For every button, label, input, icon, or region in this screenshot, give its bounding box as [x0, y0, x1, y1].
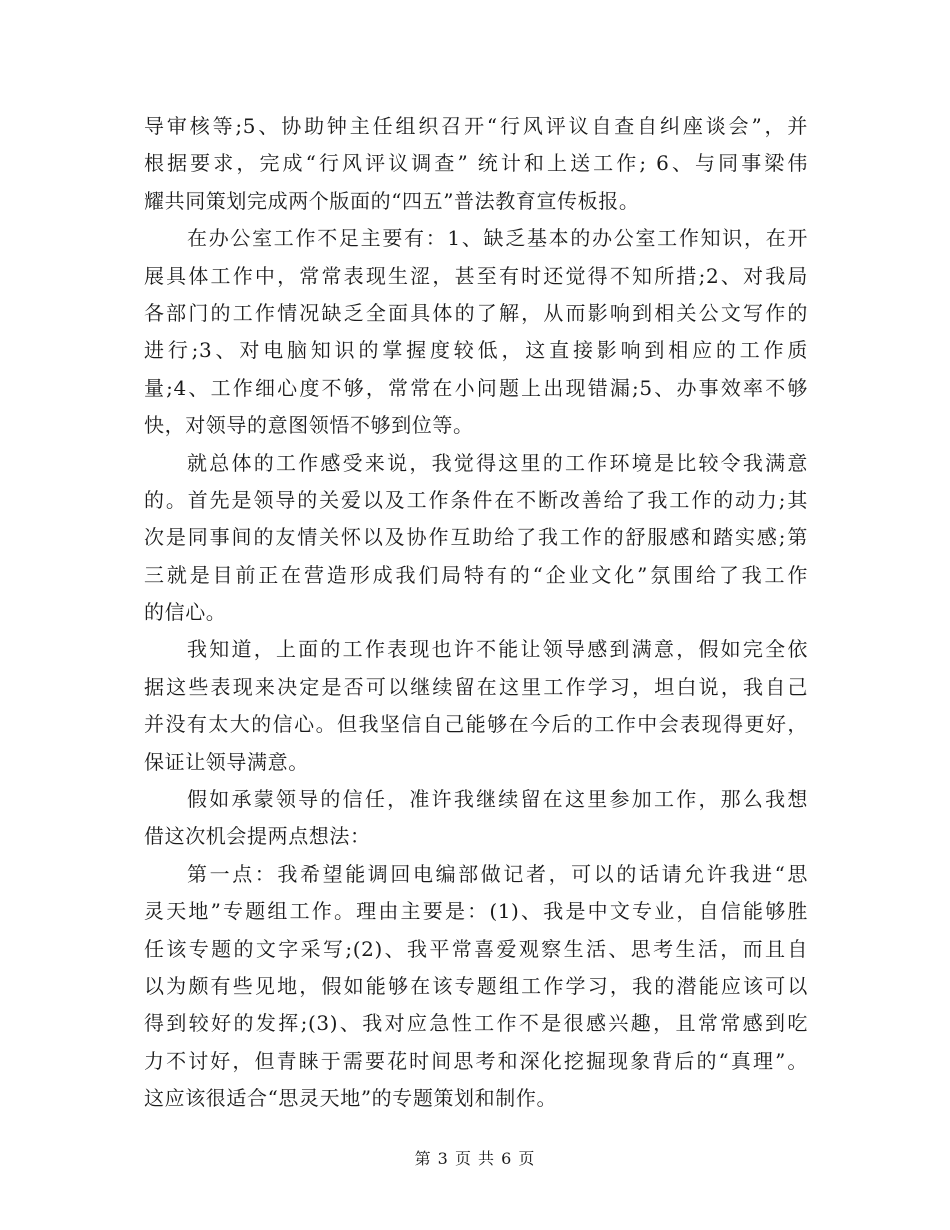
text-line: 耀共同策划完成两个版面的“四五”普法教育宣传板报。: [144, 188, 640, 213]
text-line: 三就是目前正在营造形成我们局特有的“企业文化”氛围给了我工作: [144, 562, 808, 587]
document-body: [144, 108, 808, 1118]
text-line: 这应该很适合“思灵天地”的专题策划和制作。: [144, 1086, 558, 1111]
text-line: 的信心。: [144, 600, 227, 625]
text-line: 保证让领导满意。: [144, 749, 309, 774]
text-line: 以为颇有些见地，假如能够在该专题组工作学习，我的潜能应该可以: [144, 973, 808, 998]
text-line: 据这些表现来决定是否可以继续留在这里工作学习，坦白说，我自己: [144, 674, 808, 699]
text-line: 力不讨好，但青睐于需要花时间思考和深化挖掘现象背后的“真理”。: [144, 1048, 808, 1073]
text-line: 假如承蒙领导的信任，准许我继续留在这里参加工作，那么我想: [187, 787, 808, 812]
paragraph-p3: [144, 445, 808, 632]
text-line: 灵天地”专题组工作。理由主要是：(1)、我是中文专业，自信能够胜: [144, 899, 808, 924]
page-number-footer: 第 3 页 共 6 页: [414, 1149, 536, 1168]
text-line: 第一点：我希望能调回电编部做记者，可以的话请允许我进“思: [187, 861, 808, 886]
paragraph-p2: [144, 220, 808, 444]
text-line: 的。首先是领导的关爱以及工作条件在不断改善给了我工作的动力;其: [144, 487, 808, 512]
text-line: 并没有太大的信心。但我坚信自己能够在今后的工作中会表现得更好，: [144, 712, 808, 737]
text-line: 导审核等;5、协助钟主任组织召开“行风评议自查自纠座谈会”，并: [144, 114, 808, 138]
paragraph-p5: [144, 781, 808, 856]
text-line: 各部门的工作情况缺乏全面具体的了解，从而影响到相关公文写作的: [144, 300, 808, 325]
text-line: 得到较好的发挥;(3)、我对应急性工作不是很感兴趣，且常常感到吃: [144, 1011, 808, 1036]
text-line: 就总体的工作感受来说，我觉得这里的工作环境是比较令我满意: [187, 450, 808, 475]
paragraph-p1: [144, 108, 808, 220]
text-line: 次是同事间的友情关怀以及协作互助给了我工作的舒服感和踏实感;第: [144, 525, 808, 550]
text-line: 快，对领导的意图领悟不够到位等。: [144, 413, 474, 438]
text-line: 进行;3、对电脑知识的掌握度较低，这直接影响到相应的工作质: [144, 338, 808, 363]
paragraph-p6: [144, 856, 808, 1118]
text-line: 借这次机会提两点想法：: [144, 824, 371, 849]
paragraph-p4: [144, 631, 808, 781]
text-line: 量;4、工作细心度不够，常常在小问题上出现错漏;5、办事效率不够: [144, 375, 808, 400]
text-line: 在办公室工作不足主要有：1、缺乏基本的办公室工作知识，在开: [187, 226, 808, 251]
text-line: 我知道，上面的工作表现也许不能让领导感到满意，假如完全依: [187, 637, 808, 662]
text-line: 展具体工作中，常常表现生涩，甚至有时还觉得不知所措;2、对我局: [144, 263, 808, 288]
text-line: 根据要求，完成“行风评议调查” 统计和上送工作; 6、与同事梁伟: [144, 151, 808, 176]
text-line: 任该专题的文字采写;(2)、我平常喜爱观察生活、思考生活，而且自: [144, 936, 808, 961]
